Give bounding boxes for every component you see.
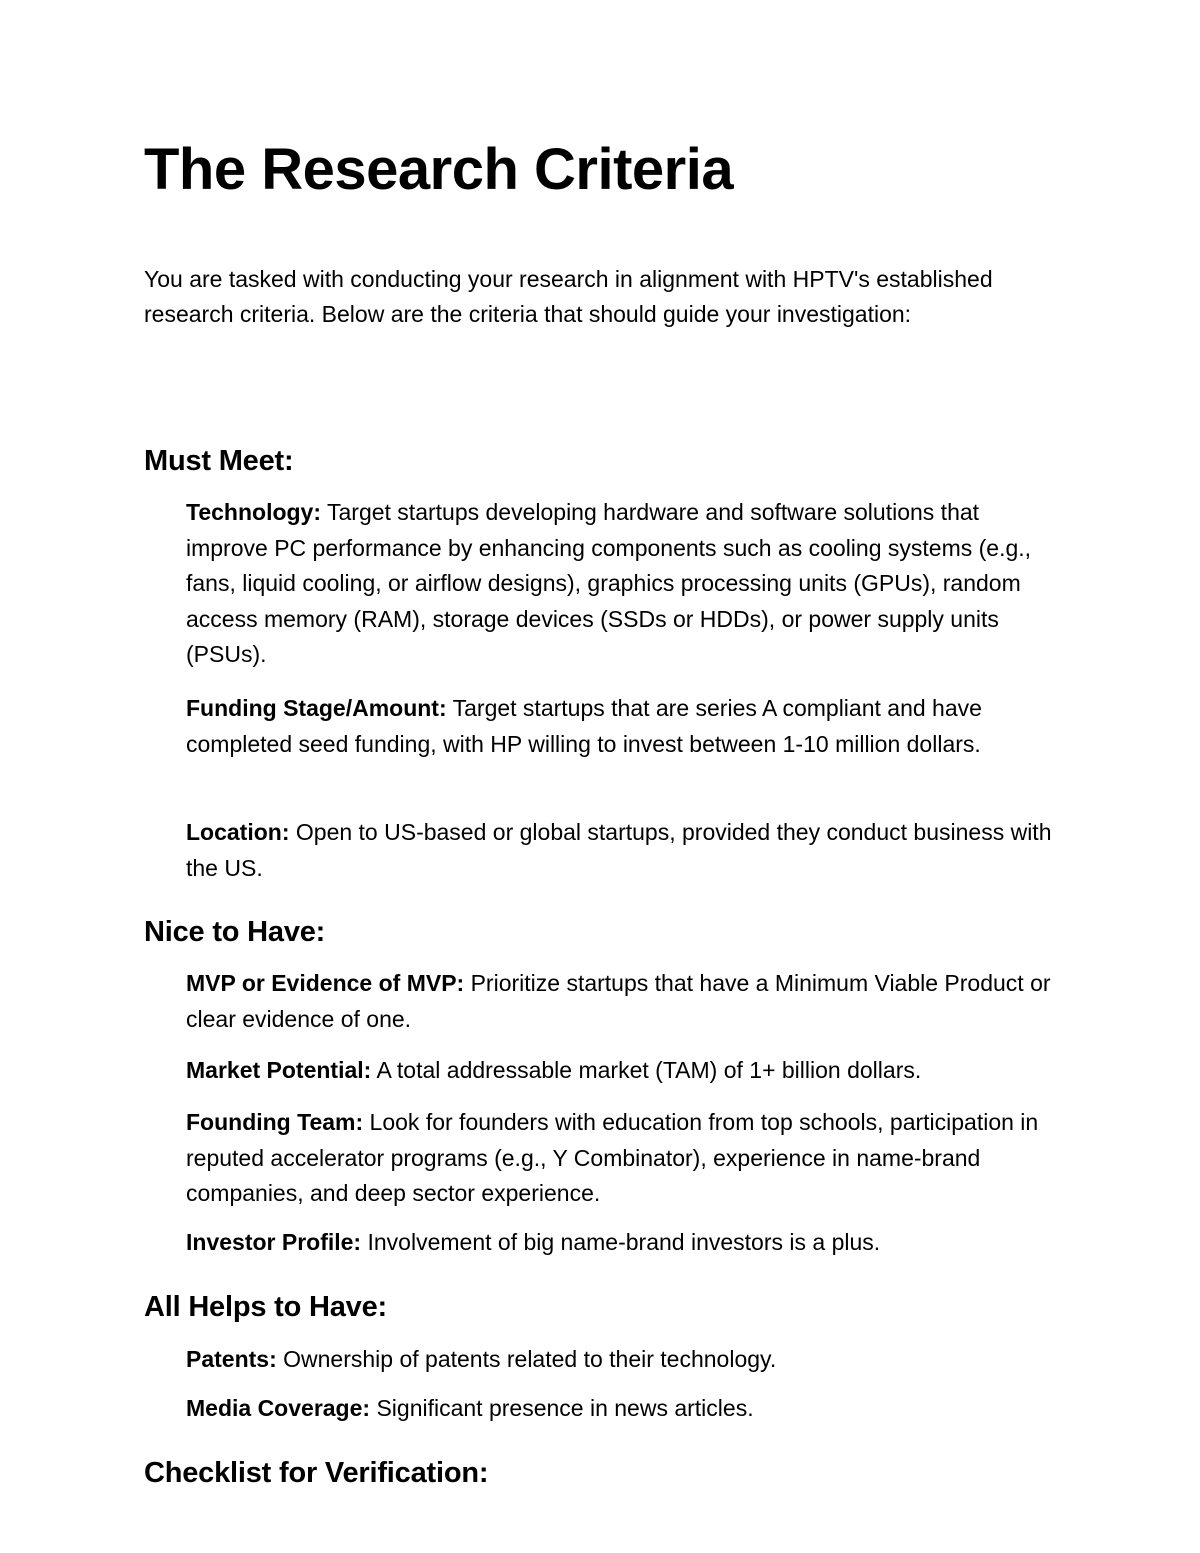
- criterion-location: [186, 815, 1066, 886]
- criterion-technology: [186, 495, 1066, 673]
- criterion-label: Patents:: [186, 1346, 277, 1372]
- section-heading-all-helps-to-have: All Helps to Have:: [144, 1291, 387, 1323]
- criterion-label: Founding Team:: [186, 1109, 364, 1135]
- criterion-label: Technology:: [186, 499, 322, 525]
- criterion-text: Target startups that are series A compliant and have completed seed funding, with HP willing to invest between 1-10 million dollars.: [186, 695, 982, 757]
- criterion-text: Involvement of big name-brand investors is a plus.: [361, 1229, 881, 1255]
- criterion-text: Ownership of patents related to their technology.: [276, 1346, 777, 1372]
- criterion-media-coverage: [186, 1391, 1066, 1427]
- section-heading-nice-to-have: Nice to Have:: [144, 916, 326, 948]
- page-title: The Research Criteria: [144, 137, 734, 202]
- criterion-label: Market Potential:: [186, 1057, 372, 1083]
- criterion-mvp: [186, 966, 1066, 1037]
- criterion-label: Funding Stage/Amount:: [186, 695, 447, 721]
- criterion-founding-team: [186, 1105, 1066, 1212]
- criterion-text: Significant presence in news articles.: [370, 1395, 754, 1421]
- section-heading-checklist: Checklist for Verification:: [144, 1457, 489, 1489]
- criterion-text: Prioritize startups that have a Minimum Viable Product or clear evidence of one.: [186, 970, 1051, 1032]
- criterion-text: A total addressable market (TAM) of 1+ billion dollars.: [371, 1057, 922, 1083]
- criterion-label: Location:: [186, 819, 290, 845]
- intro-paragraph: You are tasked with conducting your research in alignment with HPTV's established research criteria. Below are the criteria that should guide your investigation:: [144, 266, 993, 327]
- criterion-label: Media Coverage:: [186, 1395, 371, 1421]
- criterion-label: Investor Profile:: [186, 1229, 362, 1255]
- criterion-text: Open to US-based or global startups, provided they conduct business with the US.: [186, 819, 1052, 881]
- section-heading-must-meet: Must Meet:: [144, 445, 294, 477]
- criterion-market-potential: [186, 1053, 1066, 1089]
- criterion-patents: [186, 1342, 1066, 1378]
- criterion-label: MVP or Evidence of MVP:: [186, 970, 465, 996]
- criterion-funding-stage: [186, 691, 1066, 762]
- criterion-text: Look for founders with education from top schools, participation in reputed accelerator programs (e.g., Y Combinator), experience in name-brand companies, and deep sector experience.: [186, 1109, 1039, 1206]
- criterion-text: Target startups developing hardware and software solutions that improve PC performance by enhancing components such as cooling systems (e.g., fans, liquid cooling, or airflow designs), graphics processing units (GPUs), random access memory (RAM), storage devices (SSDs or HDDs), or power supply units (PSUs).: [186, 499, 1032, 667]
- criterion-investor-profile: [186, 1225, 1066, 1261]
